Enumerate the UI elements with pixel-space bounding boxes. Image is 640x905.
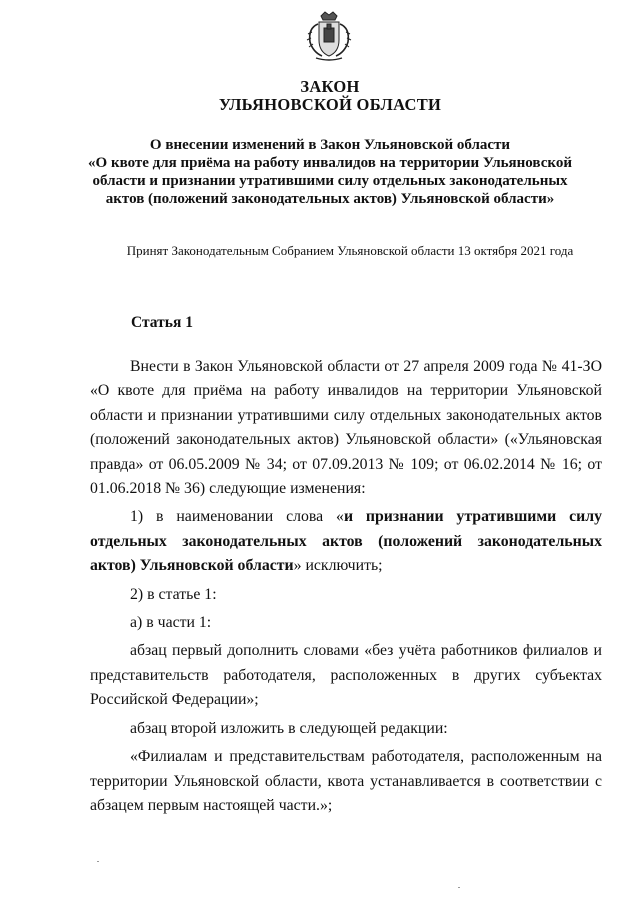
title-line-1: ЗАКОН bbox=[300, 77, 360, 96]
article-body bbox=[90, 355, 602, 822]
item-1 bbox=[90, 505, 602, 578]
paragraph-3: «Филиалам и представительствам работодателя, расположенным на территории Ульяновской области, квота устанавливается в соответствии с абзацем первым настоящей части.»; bbox=[90, 748, 602, 814]
scan-speck bbox=[458, 887, 460, 888]
item-1-bold: и признании утратившими силу отдельных законодательных актов (положений законодательных актов) Ульяновской области bbox=[90, 508, 602, 575]
subtitle-line-2: «О квоте для приёма на работу инвалидов на территории Ульяновской bbox=[88, 155, 572, 171]
subtitle-line-4: актов (положений законодательных актов) Ульяновской области» bbox=[105, 191, 555, 207]
law-title bbox=[60, 78, 600, 114]
article-heading: Статья 1 bbox=[131, 314, 193, 331]
law-subtitle bbox=[60, 136, 600, 208]
subtitle-line-1: О внесении изменений в Закон Ульяновской области bbox=[149, 137, 511, 153]
item-1-post: » исключить; bbox=[293, 557, 383, 575]
subtitle-line-3: области и признании утратившими силу отдельных законодательных bbox=[92, 173, 568, 189]
item-1-pre: 1) в наименовании слова « bbox=[130, 508, 344, 526]
item-2a: а) в части 1: bbox=[130, 614, 212, 632]
paragraph-1: абзац первый дополнить словами «без учёта работников филиалов и представительств работодателя, расположенных в других субъектах Российской Федерации»; bbox=[90, 642, 602, 709]
paragraph-2: абзац второй изложить в следующей редакции: bbox=[130, 719, 448, 737]
coat-of-arms-emblem bbox=[304, 10, 354, 62]
item-2: 2) в статье 1: bbox=[130, 585, 217, 603]
scan-speck bbox=[97, 861, 99, 862]
adoption-note: Принят Законодательным Собранием Ульяновской области 13 октября 2021 года bbox=[126, 243, 574, 258]
title-line-2: УЛЬЯНОВСКОЙ ОБЛАСТИ bbox=[218, 95, 442, 114]
article-intro: Внести в Закон Ульяновской области от 27 апреля 2009 года № 41-ЗО «О квоте для приёма на работу инвалидов на территории Ульяновской области и признании утратившими силу отдельных законодательных актов (положений законодательных актов) Ульяновской области» («Ульяновская правда» от 06.05.2009 № 34; от 07.09.2013 № 109; от 06.02.2014 № 16; от 01.06.2018 № 36) следующие изменения: bbox=[90, 358, 602, 498]
